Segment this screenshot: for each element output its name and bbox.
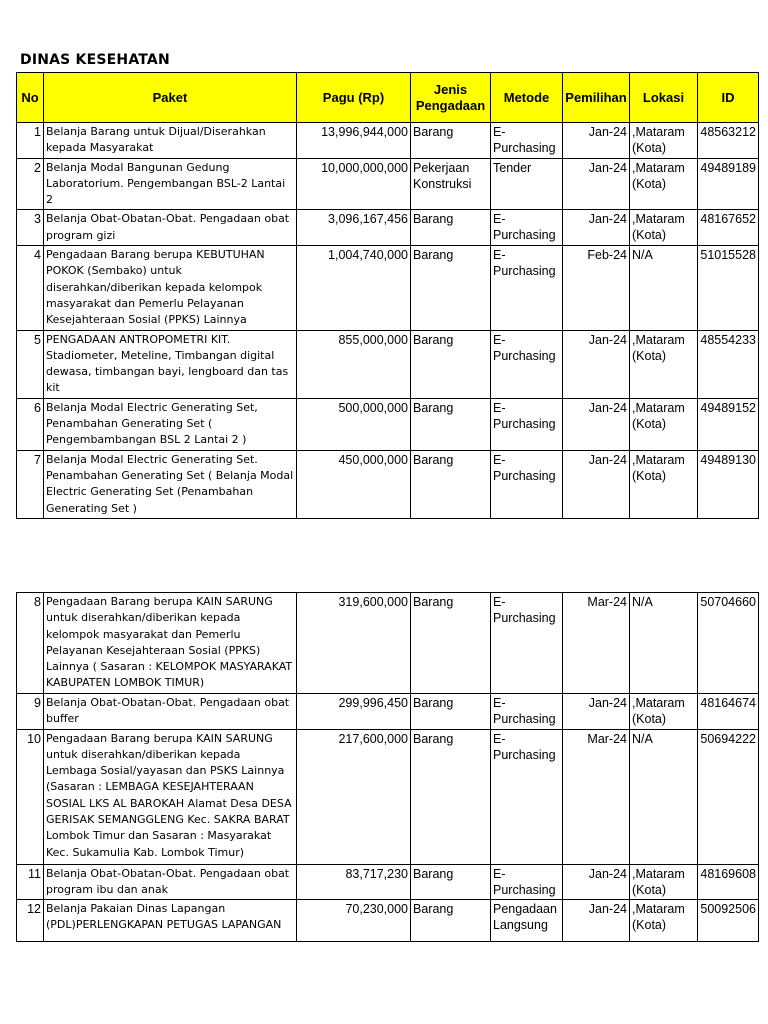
cell-no: 11 [17,864,44,900]
cell-id: 50694222 [698,729,759,864]
cell-pemilihan: Jan-24 [563,210,630,246]
cell-no: 1 [17,123,44,159]
cell-pagu: 13,996,944,000 [297,123,411,159]
cell-pagu: 855,000,000 [297,330,411,398]
table-row [17,158,759,210]
cell-pemilihan: Jan-24 [563,123,630,159]
cell-id: 49489152 [698,398,759,450]
header-metode: Metode [491,73,563,123]
header-id: ID [698,73,759,123]
cell-metode: E- Purchasing [491,864,563,900]
table-row [17,729,759,864]
cell-jenis-pengadaan: Barang [411,210,491,246]
cell-pemilihan: Jan-24 [563,398,630,450]
cell-lokasi: ,Mataram (Kota) [630,330,698,398]
cell-id: 48167652 [698,210,759,246]
header-paket: Paket [44,73,297,123]
cell-metode: E- Purchasing [491,593,563,694]
cell-pemilihan: Jan-24 [563,900,630,942]
cell-paket: Pengadaan Barang berupa KEBUTUHAN POKOK (Sembako) untuk diserahkan/diberikan kepada kelompok masyarakat dan Pemerlu Pelayanan Kesejahteraan Sosial (PPKS) Lainnya [44,246,297,330]
cell-metode: E- Purchasing [491,246,563,330]
cell-lokasi: ,Mataram (Kota) [630,864,698,900]
cell-jenis-pengadaan: Barang [411,694,491,730]
cell-id: 48554233 [698,330,759,398]
cell-metode: E- Purchasing [491,330,563,398]
cell-lokasi: ,Mataram (Kota) [630,450,698,518]
cell-jenis-pengadaan: Barang [411,123,491,159]
cell-pagu: 83,717,230 [297,864,411,900]
cell-paket: Belanja Pakaian Dinas Lapangan (PDL)PERLENGKAPAN PETUGAS LAPANGAN [44,900,297,942]
procurement-table-part-2 [16,592,759,942]
cell-id: 49489130 [698,450,759,518]
cell-pemilihan: Mar-24 [563,729,630,864]
page-title: DINAS KESEHATAN [20,52,170,68]
cell-id: 50092506 [698,900,759,942]
cell-no: 3 [17,210,44,246]
cell-no: 10 [17,729,44,864]
header-pagu: Pagu (Rp) [297,73,411,123]
cell-metode: E- Purchasing [491,450,563,518]
cell-paket: Belanja Modal Electric Generating Set. Penambahan Generating Set ( Belanja Modal Electric Generating Set (Penambahan Generating Set ) [44,450,297,518]
cell-lokasi: ,Mataram (Kota) [630,210,698,246]
cell-no: 9 [17,694,44,730]
header-jenis-pengadaan: Jenis Pengadaan [411,73,491,123]
cell-pagu: 299,996,450 [297,694,411,730]
cell-paket: Belanja Obat-Obatan-Obat. Pengadaan obat program gizi [44,210,297,246]
cell-id: 51015528 [698,246,759,330]
table-row [17,210,759,246]
cell-paket: Belanja Barang untuk Dijual/Diserahkan kepada Masyarakat [44,123,297,159]
cell-pagu: 3,096,167,456 [297,210,411,246]
table-row [17,123,759,159]
cell-metode: E- Purchasing [491,398,563,450]
cell-pemilihan: Jan-24 [563,158,630,210]
cell-lokasi: ,Mataram (Kota) [630,123,698,159]
cell-pagu: 1,004,740,000 [297,246,411,330]
cell-pemilihan: Jan-24 [563,450,630,518]
cell-jenis-pengadaan: Barang [411,330,491,398]
cell-pagu: 217,600,000 [297,729,411,864]
cell-no: 7 [17,450,44,518]
cell-no: 12 [17,900,44,942]
cell-jenis-pengadaan: Barang [411,864,491,900]
table-header-row [17,73,759,123]
table-row [17,694,759,730]
header-lokasi: Lokasi [630,73,698,123]
cell-no: 8 [17,593,44,694]
cell-id: 48169608 [698,864,759,900]
cell-no: 6 [17,398,44,450]
header-pemilihan: Pemilihan [563,73,630,123]
cell-no: 5 [17,330,44,398]
cell-metode: Tender [491,158,563,210]
cell-jenis-pengadaan: Barang [411,398,491,450]
cell-lokasi: ,Mataram (Kota) [630,900,698,942]
cell-pagu: 70,230,000 [297,900,411,942]
cell-id: 49489189 [698,158,759,210]
cell-paket: Pengadaan Barang berupa KAIN SARUNG untuk diserahkan/diberikan kepada Lembaga Sosial/yayasan dan PSKS Lainnya (Sasaran : LEMBAGA KESEJAHTERAAN SOSIAL LKS AL BAROKAH Alamat Desa DESA GERISAK SEMANGGLENG Kec. SAKRA BARAT Lombok Timur dan Sasaran : Masyarakat Kec. Sukamulia Kab. Lombok Timur) [44,729,297,864]
cell-pagu: 319,600,000 [297,593,411,694]
cell-lokasi: ,Mataram (Kota) [630,398,698,450]
cell-paket: Belanja Modal Bangunan Gedung Laboratorium. Pengembangan BSL-2 Lantai 2 [44,158,297,210]
cell-jenis-pengadaan: Barang [411,593,491,694]
cell-metode: E- Purchasing [491,210,563,246]
cell-metode: Pengadaan Langsung [491,900,563,942]
cell-lokasi: N/A [630,246,698,330]
cell-metode: E- Purchasing [491,123,563,159]
cell-lokasi: ,Mataram (Kota) [630,694,698,730]
header-no: No [17,73,44,123]
table-row [17,450,759,518]
cell-metode: E- Purchasing [491,694,563,730]
cell-paket: PENGADAAN ANTROPOMETRI KIT. Stadiometer, Meteline, Timbangan digital dewasa, timbangan bayi, lengboard dan tas kit [44,330,297,398]
cell-pagu: 450,000,000 [297,450,411,518]
table-row [17,398,759,450]
cell-id: 50704660 [698,593,759,694]
cell-id: 48563212 [698,123,759,159]
cell-paket: Belanja Obat-Obatan-Obat. Pengadaan obat program ibu dan anak [44,864,297,900]
cell-pagu: 500,000,000 [297,398,411,450]
table-row [17,246,759,330]
cell-jenis-pengadaan: Barang [411,729,491,864]
cell-pemilihan: Jan-24 [563,694,630,730]
cell-id: 48164674 [698,694,759,730]
table-row [17,864,759,900]
cell-paket: Belanja Obat-Obatan-Obat. Pengadaan obat buffer [44,694,297,730]
cell-lokasi: ,Mataram (Kota) [630,158,698,210]
cell-jenis-pengadaan: Pekerjaan Konstruksi [411,158,491,210]
cell-lokasi: N/A [630,593,698,694]
cell-metode: E- Purchasing [491,729,563,864]
procurement-table-part-1 [16,72,759,519]
cell-pemilihan: Jan-24 [563,330,630,398]
table-row [17,330,759,398]
cell-jenis-pengadaan: Barang [411,246,491,330]
cell-paket: Belanja Modal Electric Generating Set, Penambahan Generating Set ( Pengembambangan BSL 2 Lantai 2 ) [44,398,297,450]
cell-pemilihan: Feb-24 [563,246,630,330]
cell-no: 2 [17,158,44,210]
cell-no: 4 [17,246,44,330]
cell-paket: Pengadaan Barang berupa KAIN SARUNG untuk diserahkan/diberikan kepada kelompok masyarakat dan Pemerlu Pelayanan Kesejahteraan Sosial (PPKS) Lainnya ( Sasaran : KELOMPOK MASYARAKAT KABUPATEN LOMBOK TIMUR) [44,593,297,694]
cell-pagu: 10,000,000,000 [297,158,411,210]
table-row [17,593,759,694]
cell-jenis-pengadaan: Barang [411,450,491,518]
cell-pemilihan: Jan-24 [563,864,630,900]
cell-pemilihan: Mar-24 [563,593,630,694]
cell-jenis-pengadaan: Barang [411,900,491,942]
cell-lokasi: N/A [630,729,698,864]
table-row [17,900,759,942]
